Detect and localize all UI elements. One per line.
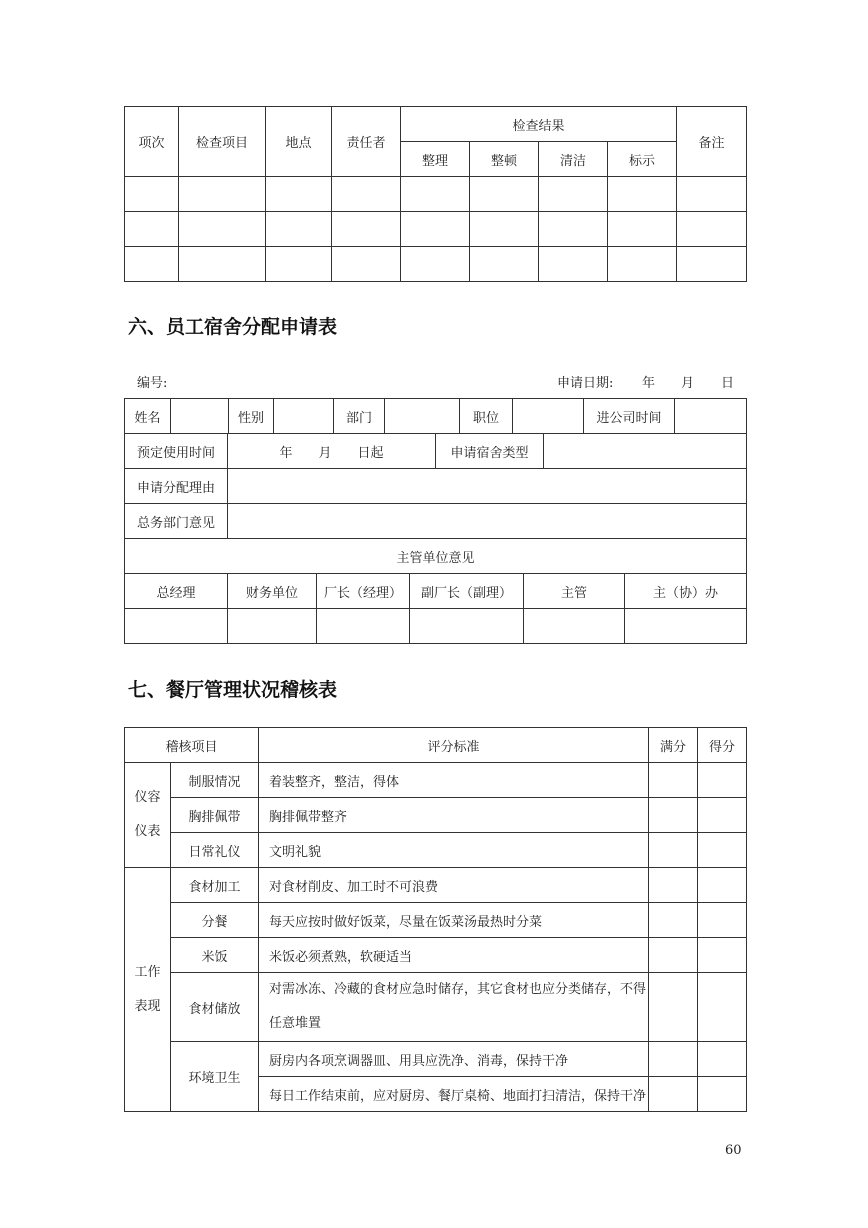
reason-label: 申请分配理由 <box>125 469 228 504</box>
signature-general-manager[interactable] <box>125 609 228 644</box>
date-month: 月 <box>681 376 695 391</box>
supervisor-opinion-label: 主管单位意见 <box>125 539 747 574</box>
approver-general-manager: 总经理 <box>125 574 228 609</box>
dorm-form-row-basic <box>124 398 747 434</box>
approver-handler: 主（协）办 <box>625 574 747 609</box>
gender-label: 性别 <box>229 399 274 434</box>
dorm-form-rows <box>124 433 747 574</box>
signature-supervisor[interactable] <box>524 609 625 644</box>
header-sort: 整理 <box>401 142 470 177</box>
header-clean: 清洁 <box>539 142 608 177</box>
table-row <box>125 833 747 868</box>
section6-title: 六、员工宿舍分配申请表 <box>128 316 338 338</box>
signature-factory-director[interactable] <box>317 609 410 644</box>
group-work-performance: 工作 表现 <box>125 868 171 1112</box>
criteria: 每天应按时做好饭菜，尽量在饭菜汤最热时分菜 <box>259 903 649 938</box>
approver-deputy-director: 副厂长（副理） <box>410 574 524 609</box>
sub-item: 日常礼仪 <box>171 833 259 868</box>
application-date-label: 申请日期: <box>557 376 614 391</box>
department-field[interactable] <box>385 399 460 434</box>
criteria: 厨房内各项烹调器皿、用具应洗净、消毒，保持干净 <box>259 1042 649 1077</box>
criteria: 对食材削皮、加工时不可浪费 <box>259 868 649 903</box>
header-criteria: 评分标准 <box>259 728 649 763</box>
date-day: 日 <box>721 376 735 391</box>
affairs-opinion-label: 总务部门意见 <box>125 504 228 539</box>
header-responsible: 责任者 <box>332 107 401 177</box>
criteria: 每日工作结束前，应对厨房、餐厅桌椅、地面打扫清洁，保持干净 <box>259 1077 649 1112</box>
table-row <box>125 247 747 282</box>
table-row <box>125 763 747 798</box>
dorm-type-label: 申请宿舍类型 <box>436 434 544 469</box>
approver-supervisor: 主管 <box>524 574 625 609</box>
position-label: 职位 <box>460 399 513 434</box>
table-row <box>125 973 747 1042</box>
header-label: 标示 <box>608 142 677 177</box>
table-row <box>125 212 747 247</box>
header-inspection-result: 检查结果 <box>401 107 677 142</box>
header-location: 地点 <box>266 107 332 177</box>
section7-title: 七、餐厅管理状况稽核表 <box>128 679 338 701</box>
page-number: 60 <box>725 1143 742 1158</box>
header-audit-item: 稽核项目 <box>125 728 259 763</box>
header-arrange: 整顿 <box>470 142 539 177</box>
name-label: 姓名 <box>125 399 171 434</box>
join-date-label: 进公司时间 <box>584 399 675 434</box>
sub-item: 米饭 <box>171 938 259 973</box>
join-date-field[interactable] <box>675 399 747 434</box>
form-number-label: 编号: <box>137 376 168 391</box>
reason-field[interactable] <box>228 469 747 504</box>
criteria: 对需冰冻、冷藏的食材应急时储存，其它食材也应分类储存，不得 任意堆置 <box>259 973 649 1042</box>
table-row <box>125 1042 747 1077</box>
dorm-type-field[interactable] <box>544 434 747 469</box>
sub-item: 分餐 <box>171 903 259 938</box>
affairs-opinion-field[interactable] <box>228 504 747 539</box>
header-score: 得分 <box>698 728 747 763</box>
criteria: 着装整齐，整洁，得体 <box>259 763 649 798</box>
inspection-table <box>124 106 747 282</box>
criteria: 文明礼貌 <box>259 833 649 868</box>
header-remark: 备注 <box>677 107 747 177</box>
department-label: 部门 <box>334 399 385 434</box>
position-field[interactable] <box>513 399 584 434</box>
header-full-score: 满分 <box>649 728 698 763</box>
group-appearance: 仪容 仪表 <box>125 763 171 868</box>
approver-factory-director: 厂长（经理） <box>317 574 410 609</box>
table-row <box>125 903 747 938</box>
table-row <box>125 938 747 973</box>
approver-finance: 财务单位 <box>228 574 317 609</box>
canteen-audit-table <box>124 727 747 1112</box>
signature-deputy-director[interactable] <box>410 609 524 644</box>
sub-item: 环境卫生 <box>171 1042 259 1112</box>
header-item-no: 项次 <box>125 107 179 177</box>
header-inspection-item: 检查项目 <box>179 107 266 177</box>
table-row <box>125 177 747 212</box>
table-row <box>125 868 747 903</box>
gender-field[interactable] <box>274 399 334 434</box>
sub-item: 食材加工 <box>171 868 259 903</box>
sub-item: 食材储放 <box>171 973 259 1042</box>
signature-handler[interactable] <box>625 609 747 644</box>
name-field[interactable] <box>171 399 229 434</box>
sub-item: 制服情况 <box>171 763 259 798</box>
sub-item: 胸排佩带 <box>171 798 259 833</box>
criteria: 米饭必须煮熟，软硬适当 <box>259 938 649 973</box>
planned-time-field[interactable]: 年 月 日起 <box>228 434 436 469</box>
criteria: 胸排佩带整齐 <box>259 798 649 833</box>
date-year: 年 <box>642 376 656 391</box>
signature-finance[interactable] <box>228 609 317 644</box>
table-row <box>125 798 747 833</box>
planned-time-label: 预定使用时间 <box>125 434 228 469</box>
dorm-form-approvers <box>124 573 747 644</box>
